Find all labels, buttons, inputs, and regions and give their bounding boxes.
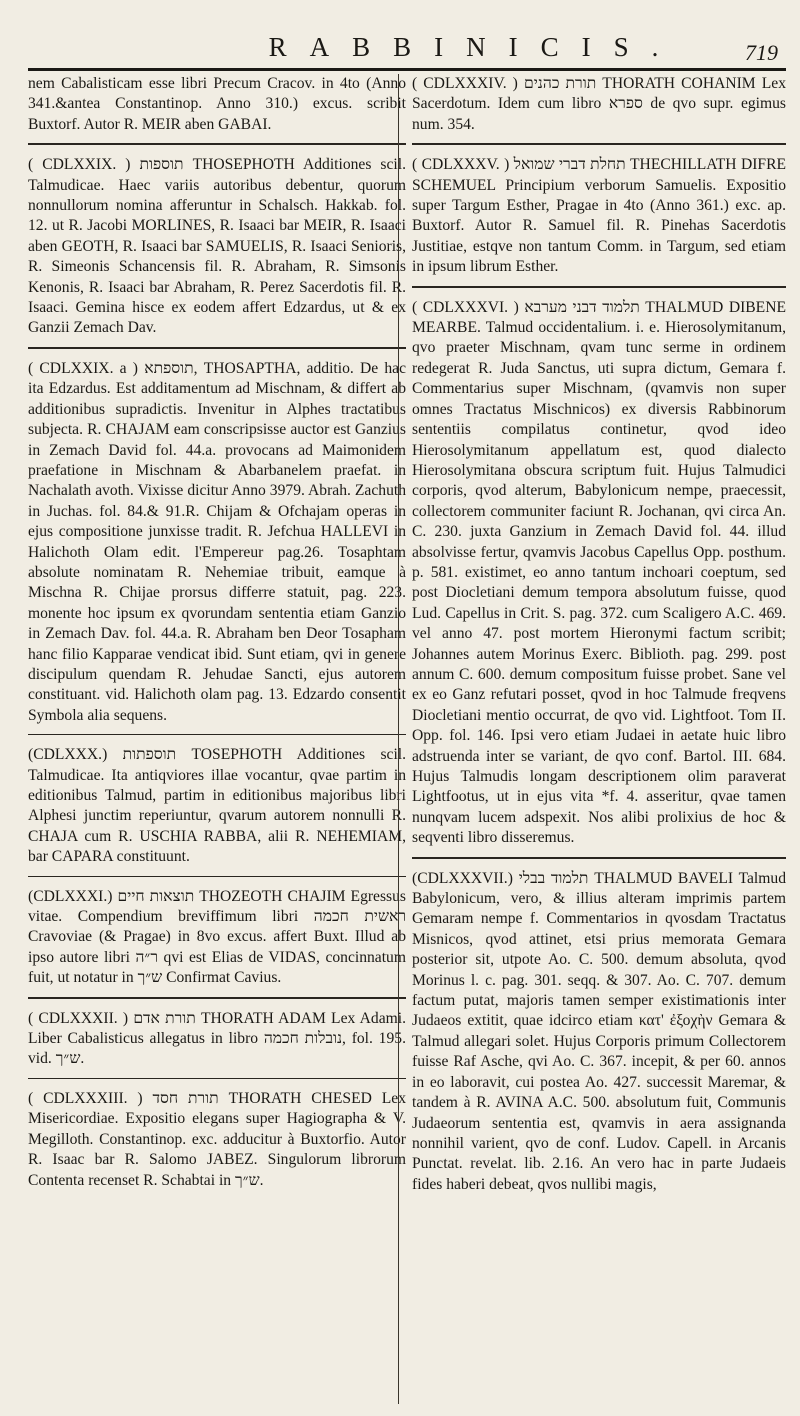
entry-divider (412, 857, 786, 859)
entry-2486: ( CDLXXXVI. ) תלמוד דבני מערבא THALMUD DIBENE MEARBE. Talmud occidentalium. i. e. Hierosolymitanum, qvo praeter Mischnam, qvam tunc serme in ordinem redegerat R. Juda Sanctus, uti supra dictum, Gemara f. Commentarius super Mischnam, (qvamvis non super omnes Tractatus Mischnicos) ex diversis Rabbinorum sententiis compilatus continetur, qvod ideo Hierosolymitanum appellatum est, quod dialecto Hierosolymitana obscura scriptum fuit. Hujus Talmudici corporis, qvod alterum, Babylonicum nempe, praecessit, collectorem communiter faciunt R. Jochanan, qvi circa An. C. 230. juxta Ganzium in Zemach David fol. 44. illud absolvisse fertur, qvamvis Jacobus Capellus Opp. posthum. p. 581. existimet, eo anno tantum inchoari coeptum, sed post Diocletiani demum tempora absolutum fuisse, quod Lud. Capellus in Crit. S. pag. 372. cum Scaligero A.C. 469. vel anno 47. post mortem Hieronymi factum scribit; Johannes autem Morinus Exerc. Biblioth. pag. 299. post annum C. 600. demum compositum fuisse probet. Sane vel ex eo Ganz refutari posset, qvod in hoc Talmude freqvens Diocletiani mentio occurrat, de qvo vid. Lightfoot. Tom II. Opp. fol. 146. Ipsi vero etiam Judaei in aetate huic libro adstruenda inter se variant, de qvo conf. Bartol. III. 684. Hujus Talmudis longam descriptionem olim paraverat Lightfootus, ut in ejus vita *f. 4. asseritur, qvae tamen nunqvam lucem adspexit. Nos alibi prolixius de hoc & seqventi libro disseremus. (412, 298, 786, 847)
left-column (28, 74, 406, 1191)
right-column (412, 74, 786, 1195)
entry-divider (28, 143, 406, 145)
entry-2479a: ( CDLXXIX. a ) תוספתא, THOSAPTHA, additio. De hac ita Edzardus. Est additamentum ad Mischnam, & differt ab additionibus supradictis. Invenitur in Alphes tractatibus subjecta. R. CHAJAM eam conscripsisse auctor est Ganzius in Zemach David fol. 44.a. provocans ad Maimonidem praefatione in Mischnam & Abarbanelem praefat. in Nachalath avoth. Vixisse dicitur Anno 3979. Abrah. Zachuth in Juchas. fol. 84.& 91.R. Chijam & Ofchajam operas in ejus compositione junxisse tradit. R. Jefchua HALLEVI in Halichoth Olam edit. l'Empereur pag.26. Tosaphtam absolute nominatam R. Nehemiae tribuit, eamque à Mischna R. Chijae prorsus differre statuit, pag. 223. monente hoc ipsum ex qvorundam sententia etiam Ganzio in Zemach Dav. fol. 44.a. R. Abraham ben Deor Tosapham hanc filio Kapparae vendicat ibid. Sunt etiam, qvi in genere discipulum quendam R. Jehudae Sancti, ejus autorem constituant. vid. Halichoth olam pag. 13. Edzardo consentit Symbola alia sequens. (28, 359, 407, 724)
header-rule (28, 68, 786, 71)
entry-divider (412, 143, 786, 145)
entry-divider (28, 734, 406, 735)
entry-divider (28, 997, 406, 999)
entry-2485: ( CDLXXXV. ) תחלת דברי שמואל THECHILLATH DIFRE SCHEMUEL Principium verborum Samuelis. Expositio super Targum Esther, Pragae in 4to (Anno 361.) exc. ap. Buxtorf. Autor R. Samuel fil. R. Pinehas Sacerdotis Justitiae, estqve non tantum Comm. in Targum, sed etiam in ipsum librum Esther. (412, 156, 787, 276)
entry-2487: (CDLXXXVII.) תלמוד בבלי THALMUD BAVELI Talmud Babylonicum, vero, & illius alteram imprimis partem Gemaram nempe f. Commentarios in qvosdam Tractatus Misnicos, qvod attinet, etsi prius memorata Gemara posterior sit, utpote Ao. C. 500. demum absoluta, qvod Morinus l. c. pag. 301. seqq. & 307. Ao. C. 707. demum factum putat, majoris tamen semper existimationis inter Judaeos extitit, quae idcirco etiam κατ' ἐξοχὴν Gemara & Talmud allegari solet. Hujus Corporis primum Collectorem fuisse Raf Asche, qvi Ao. C. 367. incepit, & per 60. annos in eo laboravit, cui postea Ao. 427. successit Maremar, & tandem à R. AVINA A.C. 500. absolutum fuit, Communis Judaeorum sententia est, qvamvis in aera assignanda nonnihil varient, qvo de conf. Ludov. Capell. in Arcanis Punctat. revelat. lib. 2.16. An vero hac in parte Judaeis fides haberi debeat, qvos nullibi magis, (412, 869, 786, 1193)
column-divider (398, 74, 399, 1404)
entry-divider (28, 876, 406, 877)
entry-2481: (CDLXXXI.) תוצאות חיים THOZEOTH CHAJIM Egressus vitae. Compendium breviffimum libri ראשית חכמה Cravoviae (& Pragae) in 8vo excus. affert Buxt. Illud ab ipso autore libri ר״ה qvi est Elias de VIDAS, concinnatum fuit, ut notatur in ש״ך Confirmat Cavius. (28, 887, 406, 987)
entry-divider (28, 347, 406, 349)
entry-continuation: nem Cabalisticam esse libri Precum Cracov. in 4to (Anno 341.&antea Constantinop. Anno 310.) excus. scribit Buxtorf. Autor R. MEIR aben GABAI. (28, 75, 406, 133)
entry-divider (28, 1078, 406, 1079)
page-header (0, 14, 800, 64)
entry-divider (412, 286, 786, 288)
entry-2483: ( CDLXXXIII. ) תורת חסד THORATH CHESED Lex Misericordiae. Expositio elegans super Hagiographa & V. Megilloth. Constantinop. exc. adducitur à Buxtorfio. Autor R. Isaac bar R. Salomo JABEZ. Singulorum librorum Contenta recenset R. Schabtai in ש״ך. (28, 1089, 407, 1189)
running-head: RABBINICIS. (268, 32, 682, 62)
page-number: 719 (745, 40, 778, 65)
entry-2482: ( CDLXXXII. ) תורת אדם THORATH ADAM Lex Adami. Liber Cabalisticus allegatus in libro נובלות חכמה, fol. 195. vid. ש״ך. (28, 1009, 406, 1068)
entry-2484: ( CDLXXXIV. ) תורת כהנים THORATH COHANIM Lex Sacerdotum. Idem cum libro ספרא de qvo supr. egimus num. 354. (412, 75, 786, 133)
entry-2480: (CDLXXX.) תוספתות TOSEPHOTH Additiones scil. Talmudicae. Ita antiqviores illae vocantur, qvae partim in editionibus Talmud, partim in editionibus majoribus libri Alphesi junctim reperiuntur, qvarum autorem nonnulli R. CHAJA cum R. USCHIA RABBA, alii R. NEHEMIAM, bar CAPARA constituunt. (28, 746, 407, 866)
entry-2479: ( CDLXXIX. ) תוספות THOSEPHOTH Additiones scil. Talmudicae. Haec variis autoribus debentur, quorum nonnullorum nomina afferuntur in Schalsch. Hakkab. fol. 12. ut R. Jacobi MORLINES, R. Isaaci bar MEIR, R. Isaaci aben GEOTH, R. Isaaci bar SAMUELIS, R. Isaaci Senioris, R. Simeonis Schancensis fil. R. Abraham, R. Simsonis Kenonis, R. Isaaci bar Abraham, R. Perez Sacerdotis fil. R. Isaaci. Gemina hisce ex eodem affert Edzardus, ut & ex Ganzii Zemach Dav. (28, 156, 406, 337)
